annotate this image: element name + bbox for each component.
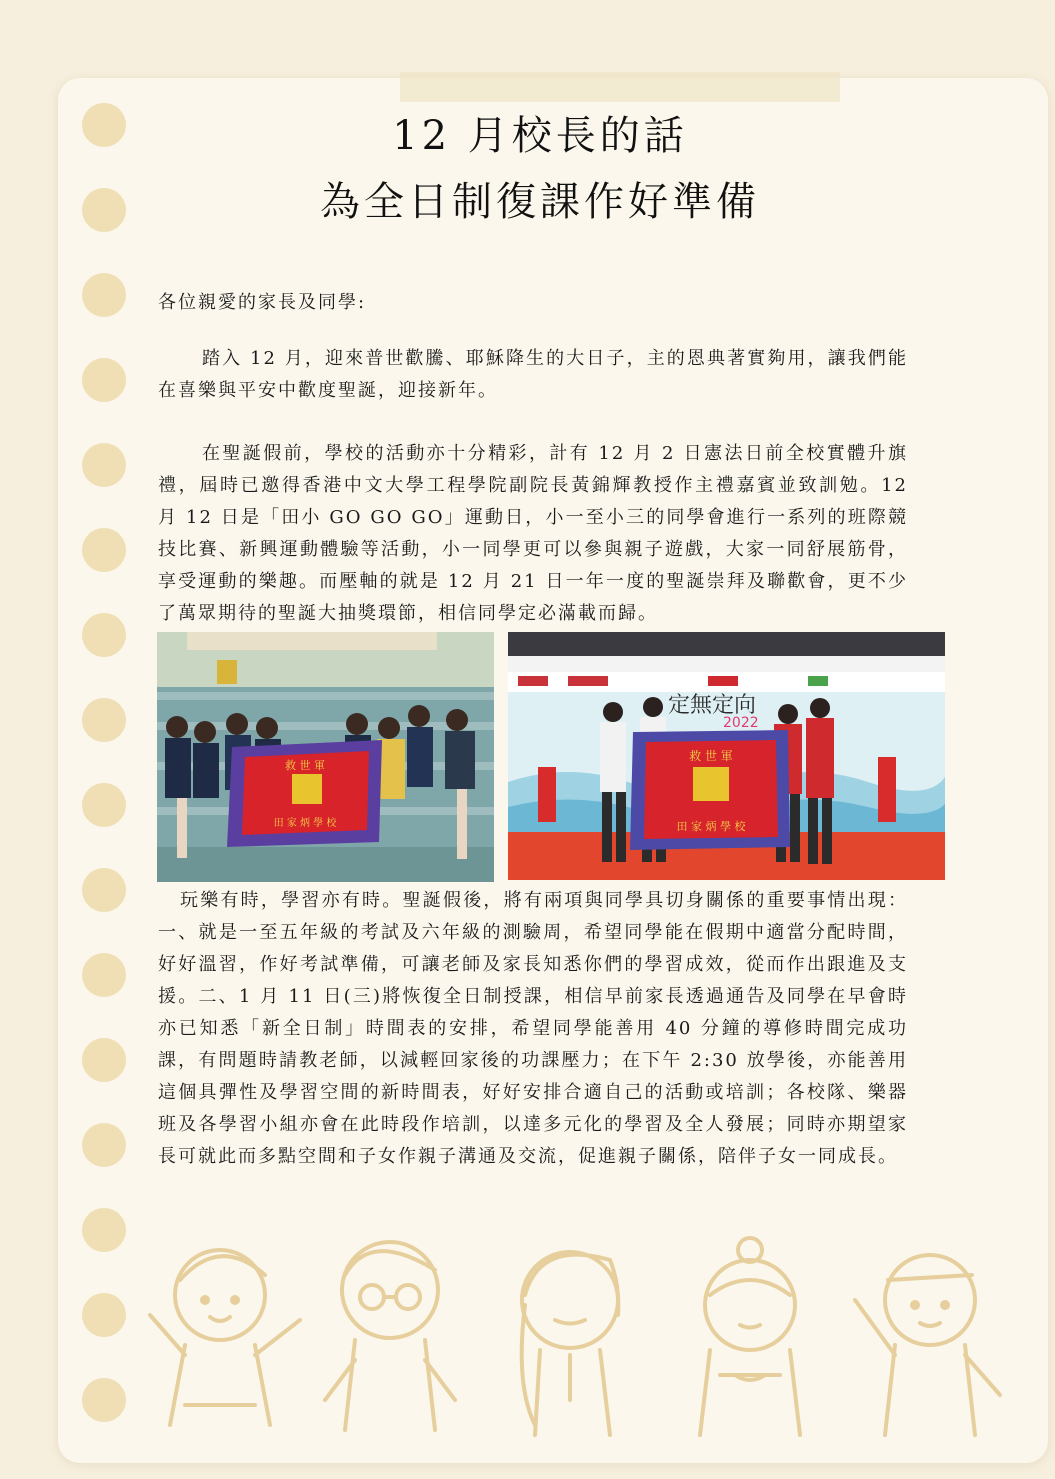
- photo2-banner-bottom: 田 家 炳 學 校: [676, 820, 746, 833]
- photo-students-stadium: [157, 632, 494, 882]
- binder-hole: [82, 1293, 126, 1337]
- paragraph-3: 玩樂有時，學習亦有時。聖誕假後，將有兩項與同學具切身關係的重要事情出現：一、就是一至五年級的考試及六年級的測驗周，希望同學能在假期中適當分配時間，好好溫習，作好考試準備，可讓老師及家長知悉你們的學習成效，從而作出跟進及支援。二、1 月 11 日(三)將恢復全日制授課，相信早前家長透過通告及同學在早會時亦已知悉「新全日制」時間表的安排，希望同學能善用 40 分鐘的導修時間完成功課，有問題時請教老師，以減輕回家後的功課壓力；在下午 2:30 放學後，亦能善用這個具彈性及學習空間的新時間表，好好安排合適自己的活動或培訓；各校隊、樂器班及各學習小組亦會在此時段作培訓，以達多元化的學習及全人發展；同時亦期望家長可就此而多點空間和子女作親子溝通及交流，促進親子關係，陪伴子女一同成長。: [158, 890, 908, 1167]
- paragraph-1: 踏入 12 月，迎來普世歡騰、耶穌降生的大日子，主的恩典著實夠用，讓我們能在喜樂與平安中歡度聖誕，迎接新年。: [158, 348, 908, 401]
- child-sketch-1-icon: [150, 1250, 300, 1425]
- binder-hole: [82, 1378, 126, 1422]
- binder-hole: [82, 698, 126, 742]
- binder-hole: [82, 1038, 126, 1082]
- photo2-banner-top: 救 世 軍: [689, 749, 733, 763]
- photo1-banner-top: 救 世 軍: [285, 759, 325, 772]
- binder-hole: [82, 103, 126, 147]
- binder-hole: [82, 613, 126, 657]
- binder-hole: [82, 188, 126, 232]
- photo-event-backdrop: [508, 632, 945, 880]
- child-sketch-4-icon: [700, 1238, 800, 1435]
- binder-hole: [82, 1208, 126, 1252]
- binder-hole: [82, 443, 126, 487]
- binder-hole: [82, 1123, 126, 1167]
- binder-hole: [82, 358, 126, 402]
- binder-hole: [82, 953, 126, 997]
- photo1-banner-bottom: 田 家 炳 學 校: [273, 818, 337, 829]
- child-sketch-3-icon: [522, 1252, 619, 1435]
- backdrop-year: 2022: [723, 715, 759, 731]
- greeting: 各位親愛的家長及同學:: [158, 292, 367, 313]
- page-subtitle: 為全日制復課作好準備: [320, 179, 760, 225]
- paragraph-2: 在聖誕假前，學校的活動亦十分精彩，計有 12 月 2 日憲法日前全校實體升旗禮，屆時已邀得香港中文大學工程學院副院長黃錦輝教授作主禮嘉賓並致訓勉。12 月 12 日是「田小 GO GO GO」運動日，小一至小三的同學會進行一系列的班際競技比賽、新興運動體驗等活動，小一同學更可以參與親子遊戲，大家一同舒展筋骨，享受運動的樂趣。而壓軸的就是 12 月 21 日一年一度的聖誕崇拜及聯歡會，更不少了萬眾期待的聖誕大抽獎環節，相信同學定必滿載而歸。: [158, 443, 908, 624]
- binder-hole: [82, 868, 126, 912]
- binder-hole: [82, 528, 126, 572]
- binder-hole: [82, 783, 126, 827]
- child-sketch-2-icon: [325, 1242, 455, 1430]
- page-title: 12 月校長的話: [392, 113, 688, 159]
- binder-hole: [82, 273, 126, 317]
- paper-tape: [400, 72, 840, 102]
- children-illustration: [140, 1225, 1020, 1455]
- backdrop-title: 定無定向: [668, 693, 757, 718]
- child-sketch-5-icon: [855, 1255, 1000, 1435]
